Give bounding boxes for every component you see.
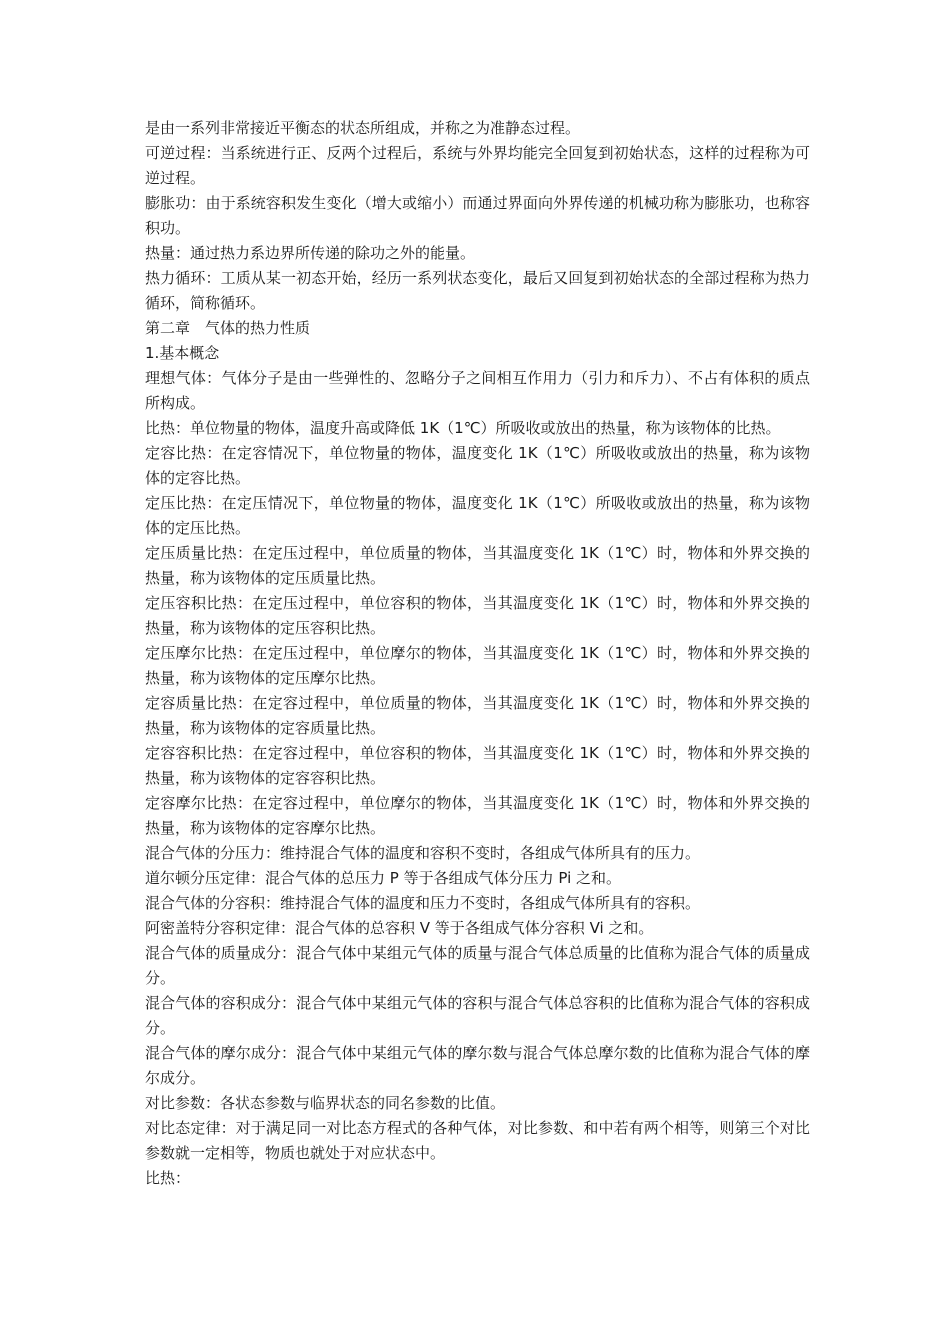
paragraph-cv-volume: 定容容积比热：在定容过程中，单位容积的物体，当其温度变化 1K（1℃）时，物体和外界交换的热量，称为该物体的定容容积比热。 bbox=[145, 744, 810, 787]
paragraph-constant-volume-specific-heat: 定容比热：在定容情况下，单位物量的物体，温度变化 1K（1℃）所吸收或放出的热量，称为该物体的定容比热。 bbox=[145, 444, 810, 487]
paragraph-heat: 热量：通过热力系边界所传递的除功之外的能量。 bbox=[145, 244, 476, 262]
paragraph-thermodynamic-cycle: 热力循环：工质从某一初态开始，经历一系列状态变化，最后又回复到初始状态的全部过程称为热力循环，简称循环。 bbox=[145, 269, 810, 312]
paragraph-partial-volume: 混合气体的分容积：维持混合气体的温度和压力不变时，各组成气体所具有的容积。 bbox=[145, 894, 701, 912]
paragraph-cp-volume: 定压容积比热：在定压过程中，单位容积的物体，当其温度变化 1K（1℃）时，物体和外界交换的热量，称为该物体的定压容积比热。 bbox=[145, 594, 810, 637]
paragraph-dalton-law: 道尔顿分压定律：混合气体的总压力 P 等于各组成气体分压力 Pi 之和。 bbox=[145, 869, 622, 887]
paragraph-cp-molar: 定压摩尔比热：在定压过程中，单位摩尔的物体，当其温度变化 1K（1℃）时，物体和外界交换的热量，称为该物体的定压摩尔比热。 bbox=[145, 644, 810, 687]
chapter-heading: 第二章 气体的热力性质 bbox=[145, 319, 311, 337]
paragraph-expansion-work: 膨胀功：由于系统容积发生变化（增大或缩小）而通过界面向外界传递的机械功称为膨胀功，也称容积功。 bbox=[145, 194, 810, 237]
section-heading: 1.基本概念 bbox=[145, 344, 220, 362]
paragraph-ideal-gas: 理想气体：气体分子是由一些弹性的、忽略分子之间相互作用力（引力和斥力）、不占有体积的质点所构成。 bbox=[145, 369, 810, 412]
paragraph-specific-heat: 比热：单位物量的物体，温度升高或降低 1K（1℃）所吸收或放出的热量，称为该物体的比热。 bbox=[145, 419, 781, 437]
paragraph-partial-pressure: 混合气体的分压力：维持混合气体的温度和容积不变时，各组成气体所具有的压力。 bbox=[145, 844, 701, 862]
paragraph-reversible-process: 可逆过程：当系统进行正、反两个过程后，系统与外界均能完全回复到初始状态，这样的过程称为可逆过程。 bbox=[145, 144, 810, 187]
paragraph-constant-pressure-specific-heat: 定压比热：在定压情况下，单位物量的物体，温度变化 1K（1℃）所吸收或放出的热量，称为该物体的定压比热。 bbox=[145, 494, 810, 537]
paragraph-mass-fraction: 混合气体的质量成分：混合气体中某组元气体的质量与混合气体总质量的比值称为混合气体的质量成分。 bbox=[145, 944, 810, 987]
paragraph-cv-molar: 定容摩尔比热：在定容过程中，单位摩尔的物体，当其温度变化 1K（1℃）时，物体和外界交换的热量，称为该物体的定容摩尔比热。 bbox=[145, 794, 810, 837]
paragraph-cp-mass: 定压质量比热：在定压过程中，单位质量的物体，当其温度变化 1K（1℃）时，物体和外界交换的热量，称为该物体的定压质量比热。 bbox=[145, 544, 810, 587]
paragraph-volume-fraction: 混合气体的容积成分：混合气体中某组元气体的容积与混合气体总容积的比值称为混合气体的容积成分。 bbox=[145, 994, 810, 1037]
paragraph-amagat-law: 阿密盖特分容积定律：混合气体的总容积 V 等于各组成气体分容积 Vi 之和。 bbox=[145, 919, 654, 937]
paragraph-cv-mass: 定容质量比热：在定容过程中，单位质量的物体，当其温度变化 1K（1℃）时，物体和外界交换的热量，称为该物体的定容质量比热。 bbox=[145, 694, 810, 737]
paragraph-mole-fraction: 混合气体的摩尔成分：混合气体中某组元气体的摩尔数与混合气体总摩尔数的比值称为混合气体的摩尔成分。 bbox=[145, 1044, 810, 1087]
paragraph-corresponding-states-law: 对比态定律：对于满足同一对比态方程式的各种气体，对比参数、和中若有两个相等，则第三个对比参数就一定相等，物质也就处于对应状态中。 bbox=[145, 1119, 810, 1162]
document-body bbox=[145, 116, 810, 1191]
paragraph-reduced-parameters: 对比参数：各状态参数与临界状态的同名参数的比值。 bbox=[145, 1094, 506, 1112]
paragraph-quasi-static-process: 是由一系列非常接近平衡态的状态所组成，并称之为准静态过程。 bbox=[145, 119, 581, 137]
paragraph-specific-heat-heading: 比热： bbox=[145, 1169, 191, 1187]
